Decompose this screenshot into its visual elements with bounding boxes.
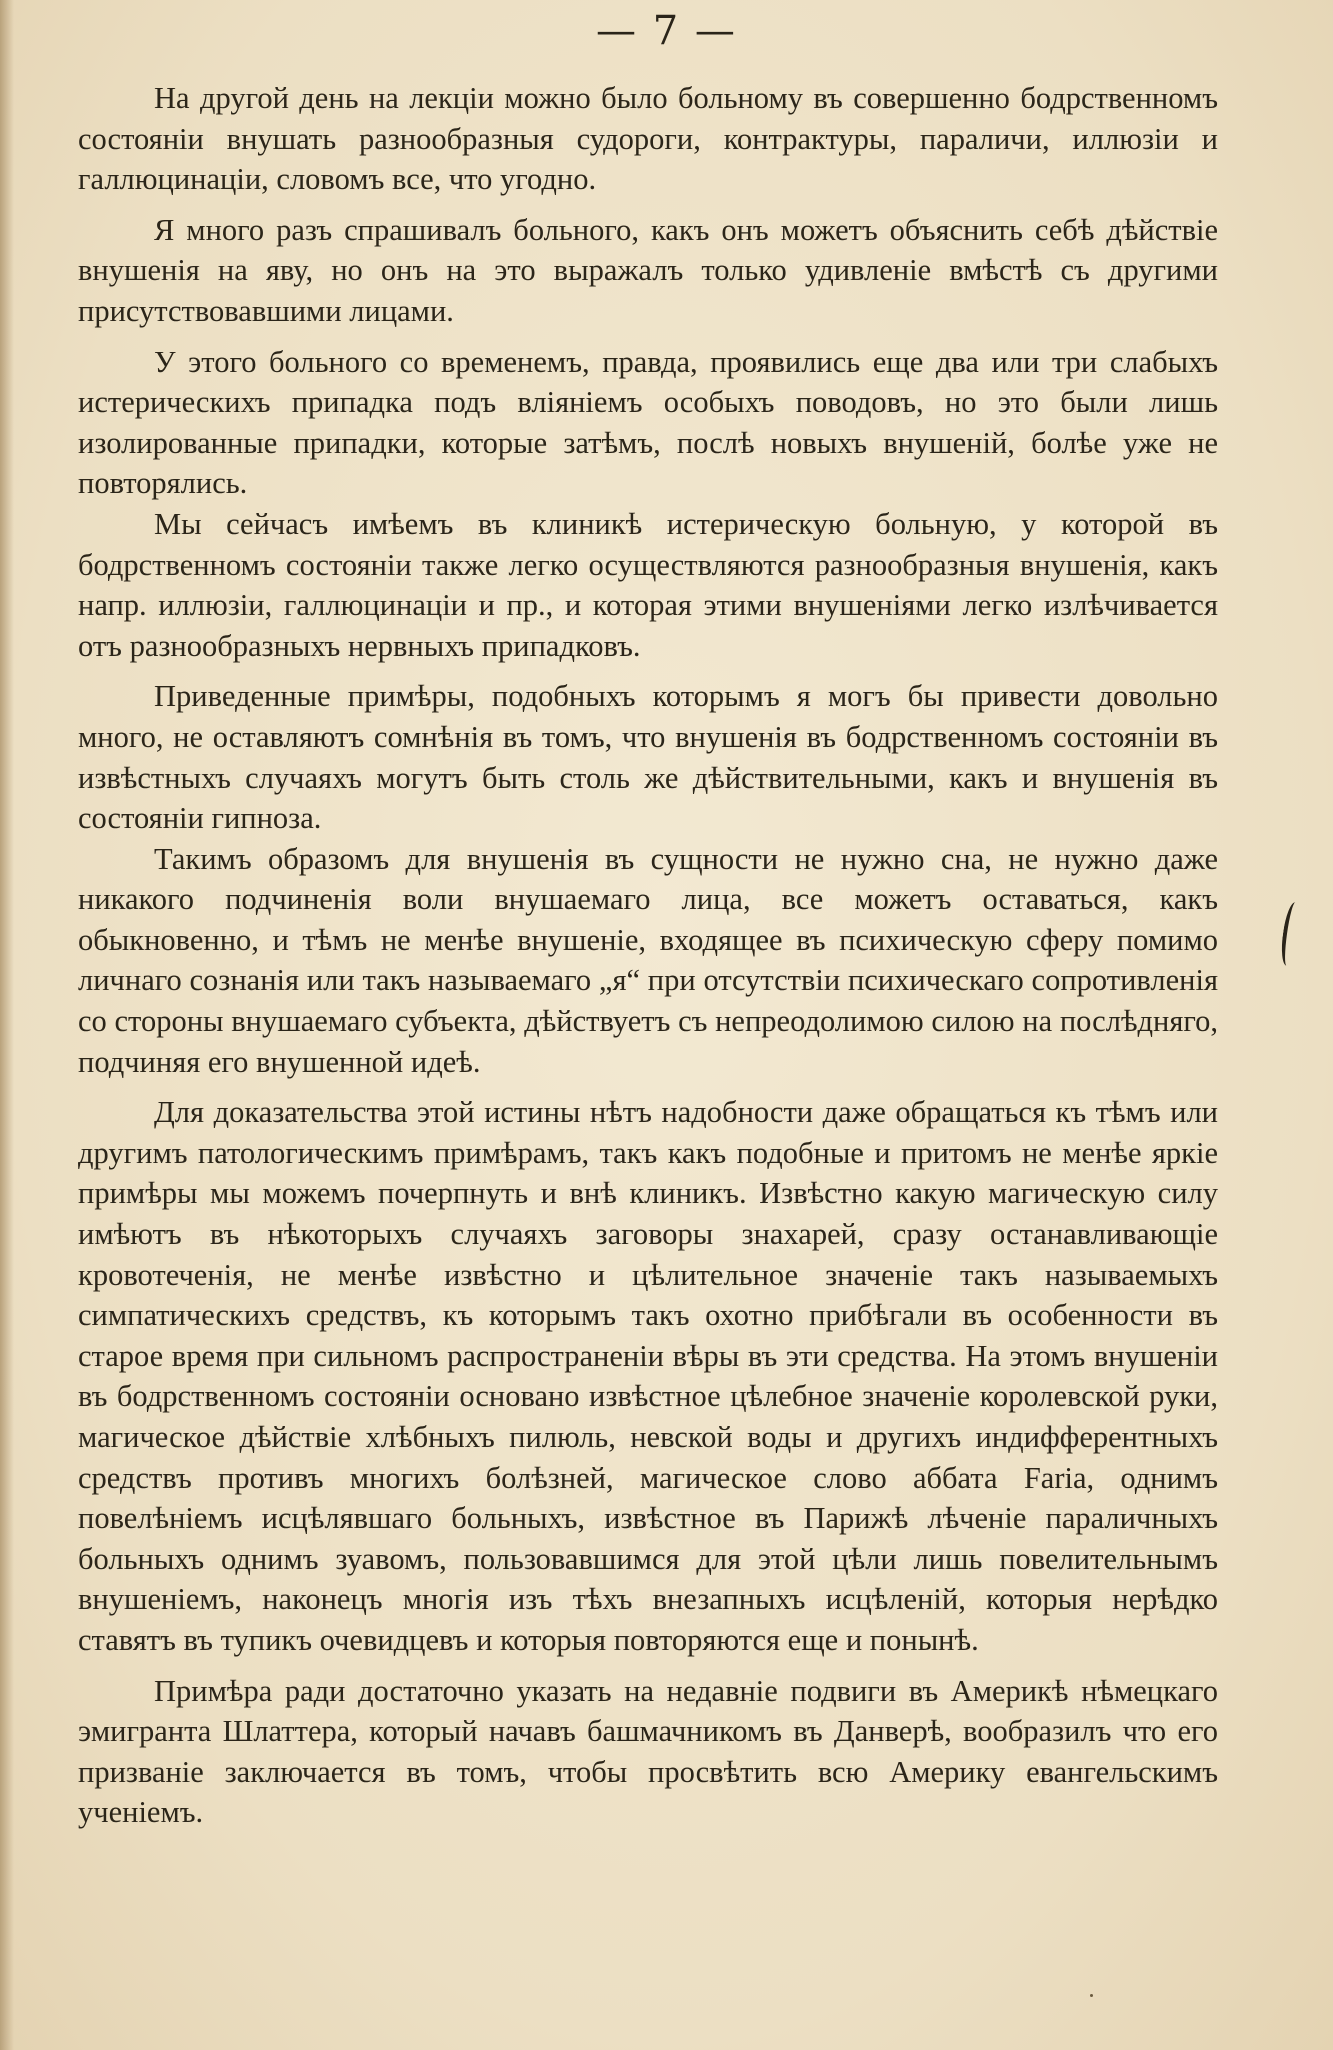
paragraph-5: Приведенные примѣры, подобныхъ которымъ я могъ бы привести довольно много, не оставляютъ сомнѣнія въ томъ, что внушенія въ бодрственномъ состояніи въ извѣстныхъ случаяхъ могутъ быть столь же дѣйствительными, какъ и внушенія въ состояніи гипноза. xyxy=(78,679,1218,836)
paragraph-3: У этого больного со временемъ, правда, проявились еще два или три слабыхъ истерическихъ припадка подъ вліяніемъ особыхъ поводовъ, но это были лишь изолированные припадки, которые затѣмъ, послѣ новыхъ внушеній, болѣе уже не повторялись. xyxy=(78,344,1218,501)
margin-pencil-mark xyxy=(1279,901,1304,967)
page-number: — 7 — xyxy=(596,8,737,54)
paragraph-6: Такимъ образомъ для внушенія въ сущности не нужно сна, не нужно даже никакого подчиненія воли внушаемаго лица, все можетъ оставаться, какъ обыкновенно, и тѣмъ не менѣе внушеніе, входящее въ психическую сферу помимо личнаго сознанія или такъ называемаго „я“ при отсутствіи психическаго сопротивленія со стороны внушаемаго субъекта, дѣйствуетъ съ непреодолимою силою на послѣдняго, подчиняя его внушенной идеѣ. xyxy=(78,841,1218,1079)
paragraph-4: Мы сейчасъ имѣемъ въ клиникѣ истерическую больную, у которой въ бодрственномъ состояніи также легко осуществляются разнообразныя внушенія, какъ напр. иллюзіи, галлюцинаціи и пр., и которая этими внушеніями легко излѣчивается отъ разнообразныхъ нервныхъ припадковъ. xyxy=(78,506,1218,663)
paragraph-8: Примѣра ради достаточно указать на недавніе подвиги въ Америкѣ нѣмецкаго эмигранта Шлаттера, который начавъ башмачникомъ въ Данверѣ, вообразилъ что его призваніе заключается въ томъ, чтобы просвѣтить всю Америку евангельскимъ ученіемъ. xyxy=(78,1673,1218,1830)
paragraph-1: На другой день на лекціи можно было больному въ совершенно бодрственномъ состояніи внушать разнообразныя судороги, контрактуры, параличи, иллюзіи и галлюцинаціи, словомъ все, что угодно. xyxy=(78,81,1218,197)
paragraph-7: Для доказательства этой истины нѣтъ надобности даже обращаться къ тѣмъ или другимъ патологическимъ примѣрамъ, такъ какъ подобные и притомъ не менѣе яркіе примѣры мы можемъ почерпнуть и внѣ клиникъ. Извѣстно какую магическую силу имѣютъ въ нѣкоторыхъ случаяхъ заговоры знахарей, сразу останавливающіе кровотеченія, не менѣе извѣстно и цѣлительное значеніе такъ называемыхъ симпатическихъ средствъ, къ которымъ такъ охотно прибѣгали въ особенности въ старое время при сильномъ распространеніи вѣры въ эти средства. На этомъ внушеніи въ бодрственномъ состояніи основано извѣстное цѣлебное значеніе королевской руки, магическое дѣйствіе хлѣбныхъ пилюль, невской воды и другихъ индифферентныхъ средствъ противъ многихъ болѣзней, магическое слово аббата Faria, однимъ повелѣніемъ исцѣлявшаго больныхъ, извѣстное въ Парижѣ лѣченіе параличныхъ больныхъ однимъ зуавомъ, пользовавшимся для этой цѣли лишь повелительнымъ внушеніемъ, наконецъ многія изъ тѣхъ внезапныхъ исцѣленій, которыя нерѣдко ставятъ въ тупикъ очевидцевъ и которыя повторяются еще и понынѣ. xyxy=(78,1095,1218,1657)
paper-speck xyxy=(1090,1994,1093,1997)
binding-shadow xyxy=(0,0,14,2050)
body-text xyxy=(78,78,1218,1833)
paragraph-2: Я много разъ спрашивалъ больного, какъ онъ можетъ объяснить себѣ дѣйствіе внушенія на яву, но онъ на это выражалъ только удивленіе вмѣстѣ съ другими присутствовавшими лицами. xyxy=(78,212,1218,328)
